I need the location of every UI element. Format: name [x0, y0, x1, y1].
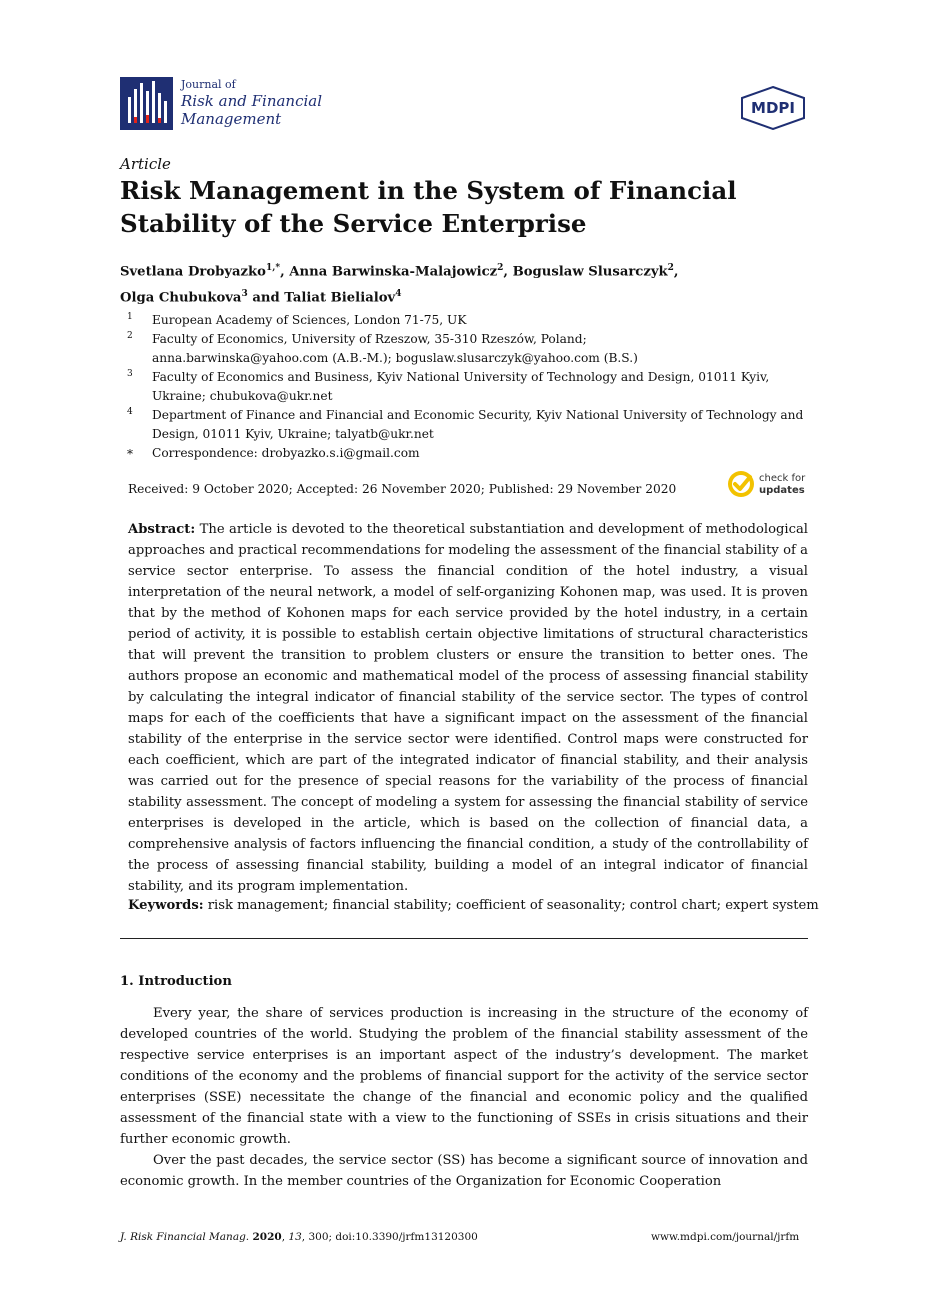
affiliation-item: [120, 406, 820, 444]
bar-chart-icon: [120, 77, 173, 130]
article-type: Article: [120, 155, 171, 173]
abstract: [128, 519, 808, 897]
journal-logo-icon: [120, 77, 173, 130]
affiliation-item: [120, 368, 820, 406]
author-affil-sup: 4: [395, 289, 402, 300]
footer-doi[interactable]: , 300; doi:10.3390/jrfm13120300: [301, 1231, 478, 1243]
footer-citation: J. Risk Financial Manag. 2020, 13, 300; doi:10.3390/jrfm13120300: [120, 1231, 478, 1243]
author-name: Svetlana Drobyazko: [120, 264, 266, 280]
mdpi-logo-text: MDPI: [751, 99, 795, 117]
keywords-label: Keywords:: [128, 898, 204, 913]
author-name: Boguslaw Slusarczyk: [512, 264, 668, 280]
affiliation-item: [120, 311, 820, 330]
affiliation-text: Department of Finance and Financial and Economic Security, Kyiv National University of Technology and: [152, 408, 804, 422]
journal-name: [181, 78, 322, 128]
keywords: [128, 895, 818, 916]
author-separator: ,: [280, 264, 290, 280]
affiliation-number: 2: [127, 331, 133, 341]
correspondence-text[interactable]: Correspondence: drobyazko.s.i@gmail.com: [152, 446, 420, 460]
body-paragraph: Over the past decades, the service sector (SS) has become a significant source of innovation and economic growth. In the member countries of the Organization for Economic Cooperation: [120, 1153, 808, 1189]
affiliation-list: [120, 311, 820, 463]
author-name: Anna Barwinska-Malajowicz: [289, 264, 498, 280]
keywords-text: risk management; financial stability; coefficient of seasonality; control chart; expert system: [207, 898, 819, 913]
author-name: Taliat Bielialov: [284, 290, 396, 306]
affiliation-number: 3: [127, 369, 133, 379]
section-body: [120, 1003, 808, 1192]
correspondence-item: [120, 444, 820, 463]
author-affil-sup: 1,*: [265, 263, 281, 273]
author-affil-sup: 2: [497, 263, 504, 273]
author-affil-sup: 3: [241, 289, 248, 300]
author-list: [120, 257, 820, 310]
affiliation-text: Faculty of Economics and Business, Kyiv National University of Technology and Design, 01011 Kyiv,: [152, 370, 770, 384]
journal-title-line1: Risk and Financial: [181, 92, 323, 110]
author-separator: ,: [503, 264, 513, 280]
author-affil-sup: 2: [667, 263, 674, 273]
journal-title-line2: Management: [181, 110, 282, 128]
affiliation-email[interactable]: anna.barwinska@yahoo.com (A.B.-M.); boguslaw.slusarczyk@yahoo.com (B.S.): [152, 351, 638, 365]
section-divider: [120, 938, 808, 939]
author-name: Olga Chubukova: [120, 290, 242, 306]
footer-journal-abbr: J. Risk Financial Manag.: [120, 1231, 250, 1243]
correspondence-star: *: [127, 447, 133, 461]
abstract-label: Abstract:: [128, 522, 196, 537]
paper-title: Risk Management in the System of Financial Stability of the Service Enterprise: [120, 176, 737, 238]
affiliation-text: Faculty of Economics, University of Rzeszow, 35-310 Rzeszów, Poland;: [152, 332, 587, 346]
author-separator: and: [247, 290, 285, 306]
publication-dates: Received: 9 October 2020; Accepted: 26 November 2020; Published: 29 November 2020: [128, 482, 677, 496]
check-updates-label-bold[interactable]: updates: [759, 485, 805, 496]
affiliation-number: 4: [127, 407, 133, 417]
affiliation-item: [120, 330, 820, 368]
body-paragraph: Every year, the share of services production is increasing in the structure of the economy of developed countries of the world. Studying the problem of the financial stability assessment of the respective service enterprises is an important aspect of the industry’s development. The market conditions of the economy and the problems of financial support for the activity of the service sector enterprises (SSE) necessitate the change of the financial and economic policy and the qualified assessment of the financial state with a view to the functioning of SSEs in crisis situations and their further economic growth.: [120, 1006, 808, 1147]
affiliation-email[interactable]: Design, 01011 Kyiv, Ukraine; talyatb@ukr.net: [152, 427, 434, 441]
abstract-text: The article is devoted to the theoretical substantiation and development of methodological approaches and practical recommendations for modeling the assessment of the financial stability of a service sector enterprise. To assess the financial condition of the hotel industry, a visual interpretation of the neural network, a model of self-organizing Kohonen map, was used. It is proven that by the method of Kohonen maps for each service provided by the hotel industry, in a certain period of activity, it is possible to establish certain objective limitations of structural characteristics that will prevent the transition to problem clusters or ensure the transition to better ones. The authors propose an economic and mathematical model of the process of assessing financial stability by calculating the integral indicator of financial stability of the service sector. The types of control maps for each of the coefficients that have a significant impact on the assessment of the financial stability of the enterprise in the service sector were identified. Control maps were constructed for each coefficient, which are part of the integrated indicator of financial stability, and their analysis was carried out for the presence of special reasons for the variability of the process of financial stability assessment. The concept of modeling a system for assessing the financial stability of service enterprises is developed in the article, which is based on the collection of financial data, a comprehensive analysis of factors influencing the financial condition, a study of the controllability of the process of assessing financial stability, building a model of an integral indicator of financial stability, and its program implementation.: [128, 522, 808, 894]
affiliation-email[interactable]: Ukraine; chubukova@ukr.net: [152, 389, 333, 403]
journal-of: Journal of: [181, 78, 236, 91]
footer-year: 2020: [252, 1231, 282, 1243]
footer-volume: 13: [288, 1231, 302, 1243]
footer-journal-url[interactable]: www.mdpi.com/journal/jrfm: [651, 1231, 800, 1243]
affiliation-number: 1: [127, 312, 133, 322]
check-updates-label[interactable]: check for: [759, 473, 806, 484]
affiliation-text: European Academy of Sciences, London 71-75, UK: [152, 313, 467, 327]
mdpi-logo-icon: [738, 86, 808, 130]
author-separator: ,: [673, 264, 679, 280]
section-heading: 1. Introduction: [120, 974, 232, 989]
